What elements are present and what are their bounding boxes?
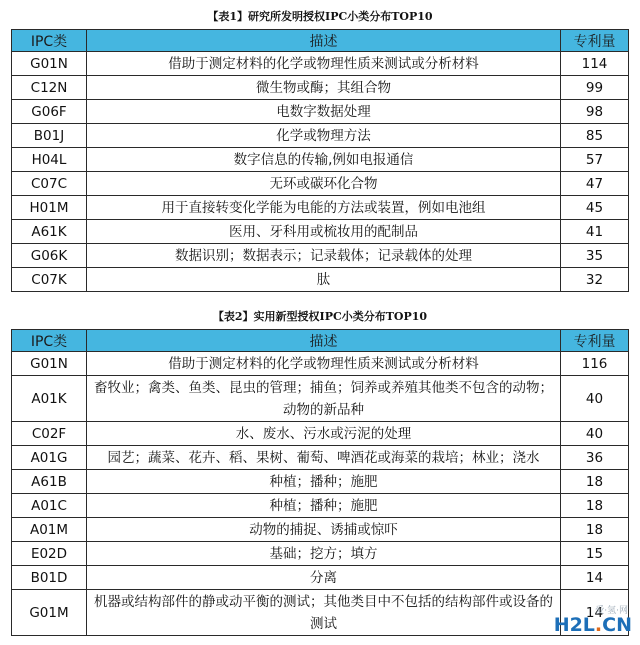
table-header-row (12, 330, 629, 352)
watermark-brand: H2L (553, 614, 595, 636)
ipc-code-cell: A01C (12, 494, 87, 518)
description-cell: 用于直接转变化学能为电能的方法或装置，例如电池组 (87, 196, 561, 220)
ipc-code-cell: H01M (12, 196, 87, 220)
patent-count-cell: 45 (561, 196, 629, 220)
description-cell: 数字信息的传输,例如电报通信 (87, 148, 561, 172)
description-cell: 机器或结构部件的静或动平衡的测试；其他类目中不包括的结构部件或设备的测试 (87, 590, 561, 636)
table-row (12, 376, 629, 422)
ipc-code-cell: C12N (12, 76, 87, 100)
description-cell: 畜牧业；禽类、鱼类、昆虫的管理；捕鱼；饲养或养殖其他类不包含的动物；动物的新品种 (87, 376, 561, 422)
table-row (12, 590, 629, 636)
description-cell: 水、废水、污水或污泥的处理 (87, 422, 561, 446)
patent-count-cell: 41 (561, 220, 629, 244)
patent-count-cell: 18 (561, 470, 629, 494)
header-ipc: IPC类 (12, 30, 87, 52)
table-row (12, 220, 629, 244)
ipc-code-cell: G06K (12, 244, 87, 268)
table-row (12, 542, 629, 566)
table-row (12, 422, 629, 446)
ipc-code-cell: B01D (12, 566, 87, 590)
patent-count-cell: 40 (561, 422, 629, 446)
header-count: 专利量 (561, 30, 629, 52)
patent-count-cell: 36 (561, 446, 629, 470)
patent-count-cell: 35 (561, 244, 629, 268)
patent-count-cell: 15 (561, 542, 629, 566)
table-row (12, 196, 629, 220)
ipc-code-cell: C07C (12, 172, 87, 196)
header-description: 描述 (87, 330, 561, 352)
description-cell: 微生物或酶；其组合物 (87, 76, 561, 100)
header-count: 专利量 (561, 330, 629, 352)
header-ipc: IPC类 (12, 330, 87, 352)
ipc-code-cell: A01G (12, 446, 87, 470)
ipc-code-cell: A01M (12, 518, 87, 542)
table-row (12, 268, 629, 292)
patent-count-cell: 40 (561, 376, 629, 422)
ipc-code-cell: C02F (12, 422, 87, 446)
description-cell: 医用、牙科用或梳妆用的配制品 (87, 220, 561, 244)
ipc-code-cell: G01N (12, 352, 87, 376)
table-row (12, 446, 629, 470)
ipc-code-cell: G01M (12, 590, 87, 636)
table-row (12, 244, 629, 268)
patent-count-cell: 98 (561, 100, 629, 124)
patent-count-cell: 18 (561, 518, 629, 542)
watermark-logo (554, 614, 632, 636)
description-cell: 分离 (87, 566, 561, 590)
ipc-code-cell: A01K (12, 376, 87, 422)
invention-patent-table (11, 29, 629, 292)
description-cell: 借助于测定材料的化学或物理性质来测试或分析材料 (87, 352, 561, 376)
ipc-code-cell: E02D (12, 542, 87, 566)
description-cell: 借助于测定材料的化学或物理性质来测试或分析材料 (87, 52, 561, 76)
ipc-code-cell: A61B (12, 470, 87, 494)
patent-count-cell: 57 (561, 148, 629, 172)
table-row (12, 124, 629, 148)
patent-count-cell: 14 (561, 590, 629, 636)
header-description: 描述 (87, 30, 561, 52)
table1-caption: 【表1】研究所发明授权IPC小类分布TOP10 (207, 10, 433, 23)
description-cell: 无环或碳环化合物 (87, 172, 561, 196)
table-row (12, 566, 629, 590)
patent-count-cell: 18 (561, 494, 629, 518)
patent-count-cell: 99 (561, 76, 629, 100)
utility-model-table (11, 329, 629, 636)
table2-body (12, 352, 629, 636)
ipc-code-cell: G06F (12, 100, 87, 124)
description-cell: 园艺；蔬菜、花卉、稻、果树、葡萄、啤酒花或海菜的栽培；林业；浇水 (87, 446, 561, 470)
watermark-tld: CN (602, 614, 632, 636)
table-row (12, 100, 629, 124)
table1-body (12, 52, 629, 292)
table-header-row (12, 30, 629, 52)
ipc-code-cell: G01N (12, 52, 87, 76)
table-row (12, 470, 629, 494)
table-row (12, 352, 629, 376)
ipc-code-cell: B01J (12, 124, 87, 148)
table2-caption: 【表2】实用新型授权IPC小类分布TOP10 (212, 310, 428, 323)
description-cell: 电数字数据处理 (87, 100, 561, 124)
table-row (12, 52, 629, 76)
watermark-dot: . (594, 614, 603, 636)
patent-count-cell: 32 (561, 268, 629, 292)
description-cell: 种植；播种；施肥 (87, 470, 561, 494)
ipc-code-cell: H04L (12, 148, 87, 172)
patent-count-cell: 47 (561, 172, 629, 196)
description-cell: 动物的捕捉、诱捕或惊吓 (87, 518, 561, 542)
description-cell: 种植；播种；施肥 (87, 494, 561, 518)
table-row (12, 518, 629, 542)
table-row (12, 172, 629, 196)
description-cell: 肽 (87, 268, 561, 292)
description-cell: 数据识别；数据表示；记录载体；记录载体的处理 (87, 244, 561, 268)
table-row (12, 148, 629, 172)
table-row (12, 76, 629, 100)
watermark-subtext: 爱·氢·网 (595, 606, 628, 616)
description-cell: 化学或物理方法 (87, 124, 561, 148)
patent-count-cell: 85 (561, 124, 629, 148)
table-row (12, 494, 629, 518)
patent-count-cell: 14 (561, 566, 629, 590)
description-cell: 基础；挖方；填方 (87, 542, 561, 566)
ipc-code-cell: A61K (12, 220, 87, 244)
patent-count-cell: 114 (561, 52, 629, 76)
ipc-code-cell: C07K (12, 268, 87, 292)
patent-count-cell: 116 (561, 352, 629, 376)
